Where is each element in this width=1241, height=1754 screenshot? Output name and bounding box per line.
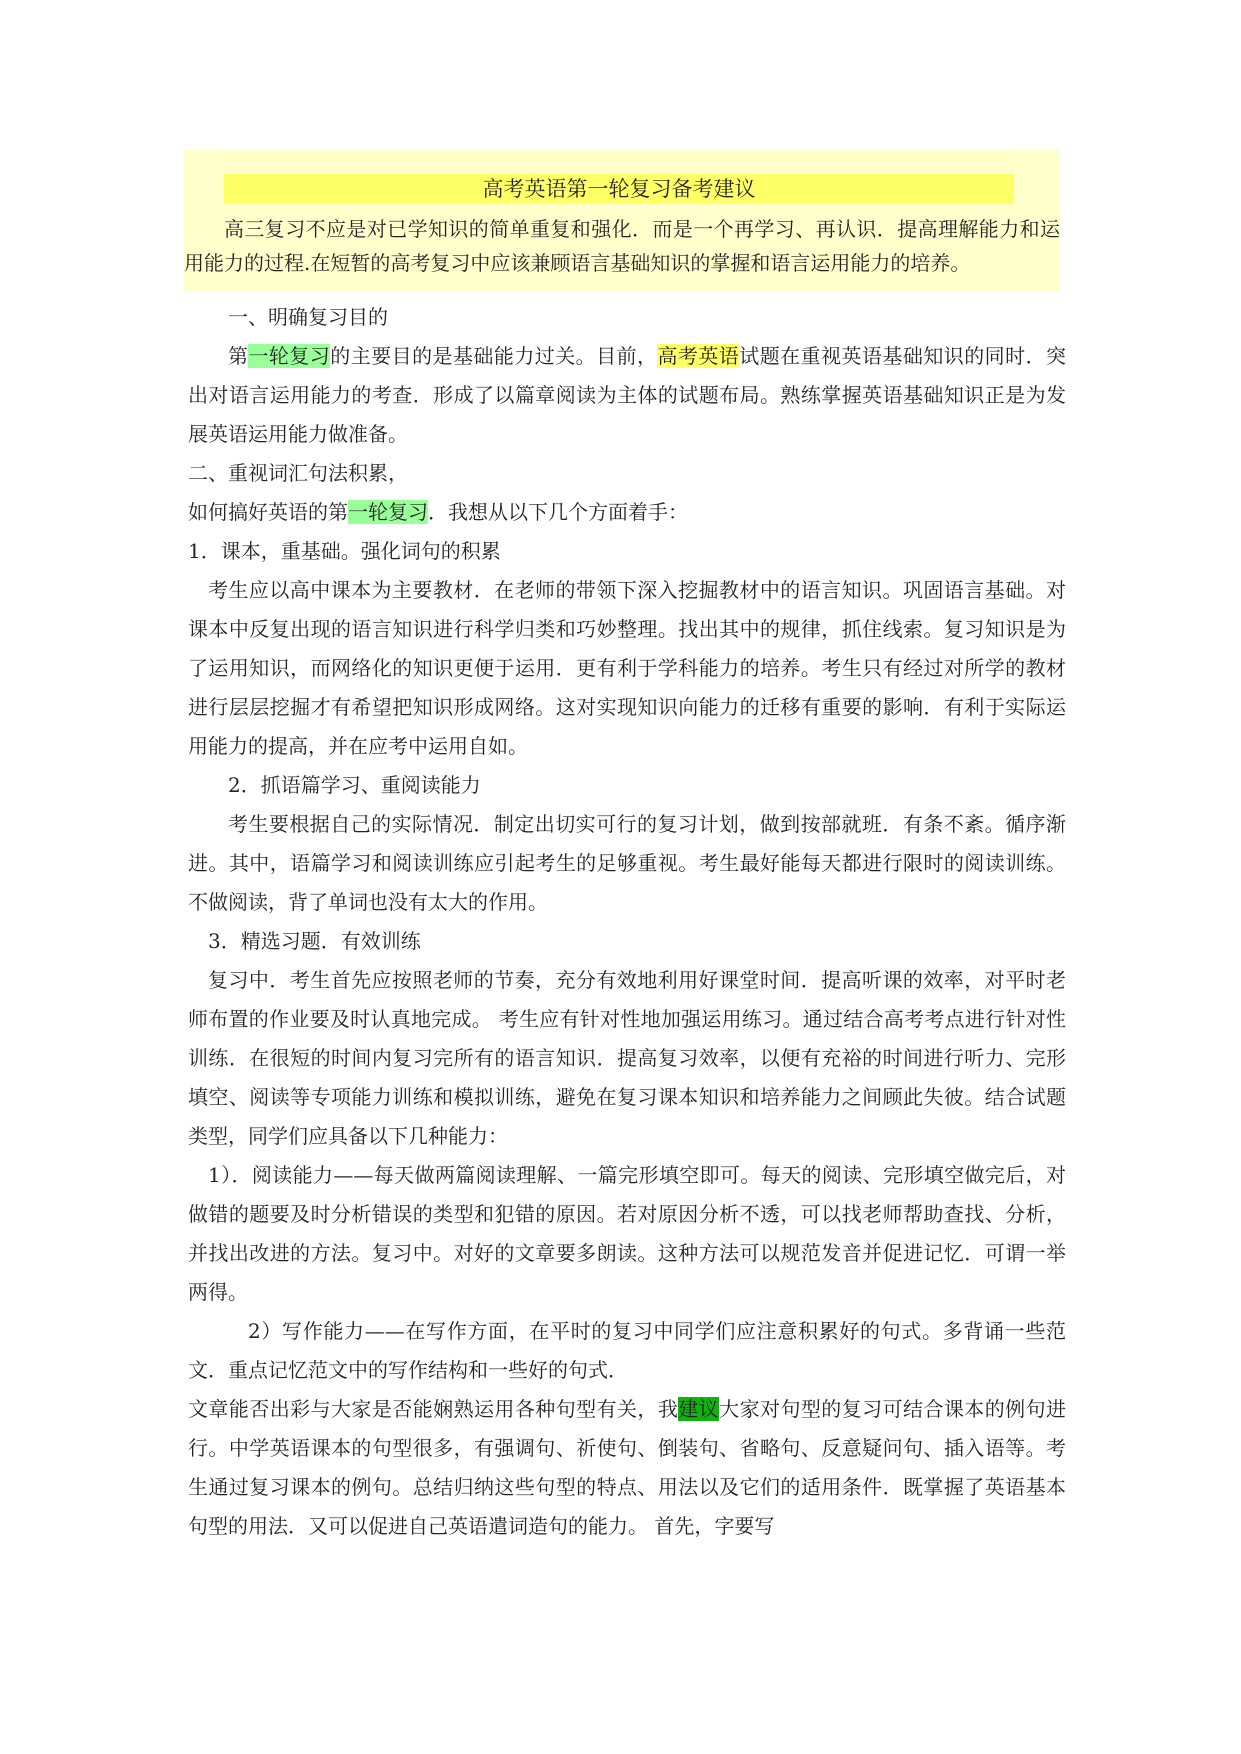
- item2-heading: 2．抓语篇学习、重阅读能力: [228, 773, 481, 797]
- section1-heading: 一、明确复习目的: [228, 305, 388, 329]
- item2-paragraph: 考生要根据自己的实际情况．制定出切实可行的复习计划，做到按部就班．有条不紊。循序渐进。其中，语篇学习和阅读训练应引起考生的足够重视。考生最好能每天都进行限时的阅读训练。不做阅读，背了单词也没有太大的作用。: [188, 812, 1066, 914]
- highlight-first-round-review: 一轮复习: [348, 500, 428, 524]
- highlight-suggestion: 建议: [678, 1397, 720, 1421]
- item1-paragraph: 考生应以高中课本为主要教材．在老师的带领下深入挖掘教材中的语言知识。巩固语言基础。对课本中反复出现的语言知识进行科学归类和巧妙整理。找出其中的规律，抓住线索。复习知识是为了运用知识，而网络化的知识更便于运用．更有利于学科能力的培养。考生只有经过对所学的教材进行层层挖掘才有希望把知识形成网络。这对实现知识向能力的迁移有重要的影响．有利于实际运用能力的提高，并在应考中运用自如。: [188, 578, 1066, 758]
- intro-paragraph: 高三复习不应是对已学知识的简单重复和强化．而是一个再学习、再认识．提高理解能力和运用能力的过程.在短暂的高考复习中应该兼顾语言基础知识的掌握和语言运用能力的培养。: [184, 217, 1060, 275]
- item3-heading: 3．精选习题．有效训练: [208, 929, 421, 953]
- text-span: 试题在重视英语基础知识的同时．突出对语言运用能力的考查．形成了以篇章阅读为主体的试题布局。熟练掌握英语基础知识正是为发展英语运用能力做准备。: [188, 344, 1067, 446]
- document-page: [184, 150, 1067, 1546]
- item1-heading: 1．课本，重基础。强化词句的积累: [188, 539, 501, 563]
- text-span: 文章能否出彩与大家是否能娴熟运用各种句型有关，我: [188, 1397, 679, 1421]
- document-title: 高考英语第一轮复习备考建议: [224, 174, 1014, 204]
- text-span: 第: [228, 344, 249, 368]
- sentence-pattern-paragraph: [188, 1390, 1066, 1546]
- intro-section: [184, 150, 1060, 292]
- item3-paragraph: 复习中．考生首先应按照老师的节奏，充分有效地利用好课堂时间．提高听课的效率，对平时老师布置的作业要及时认真地完成。 考生应有针对性地加强运用练习。通过结合高考考点进行针对性训练．在很短的时间内复习完所有的语言知识．提高复习效率，以便有充裕的时间进行听力、完形填空、阅读等专项能力训练和模拟训练，避免在复习课本知识和培养能力之间顾此失彼。结合试题类型，同学们应具备以下几种能力：: [188, 968, 1066, 1148]
- section2-intro: [188, 493, 1066, 532]
- section1-paragraph: [188, 337, 1066, 454]
- text-span: 如何搞好英语的第: [188, 500, 348, 524]
- text-span: ．我想从以下几个方面着手：: [428, 500, 688, 524]
- text-span: 的主要目的是基础能力过关。目前，: [330, 344, 658, 368]
- section2-heading: 二、重视词汇句法积累，: [188, 461, 408, 485]
- text-span: 大家对句型的复习可结合课本的例句进行。中学英语课本的句型很多，有强调句、祈使句、倒装句、省略句、反意疑问句、插入语等。考生通过复习课本的例句。总结归纳这些句型的特点、用法以及它们的适用条件．既掌握了英语基本句型的用法．又可以促进自己英语遣词造句的能力。 首先，字要写: [188, 1397, 1067, 1538]
- reading-ability-paragraph: 1）．阅读能力——每天做两篇阅读理解、一篇完形填空即可。每天的阅读、完形填空做完后，对做错的题要及时分析错误的类型和犯错的原因。若对原因分析不透，可以找老师帮助查找、分析，并找出改进的方法。复习中。对好的文章要多朗读。这种方法可以规范发音并促进记忆．可谓一举两得。: [188, 1163, 1066, 1304]
- writing-ability-paragraph: 2）写作能力——在写作方面，在平时的复习中同学们应注意积累好的句式。多背诵一些范文．重点记忆范文中的写作结构和一些好的句式．: [188, 1319, 1066, 1382]
- highlight-first-round-review: 一轮复习: [248, 344, 331, 368]
- highlight-gaokao-english: 高考英语: [657, 344, 740, 368]
